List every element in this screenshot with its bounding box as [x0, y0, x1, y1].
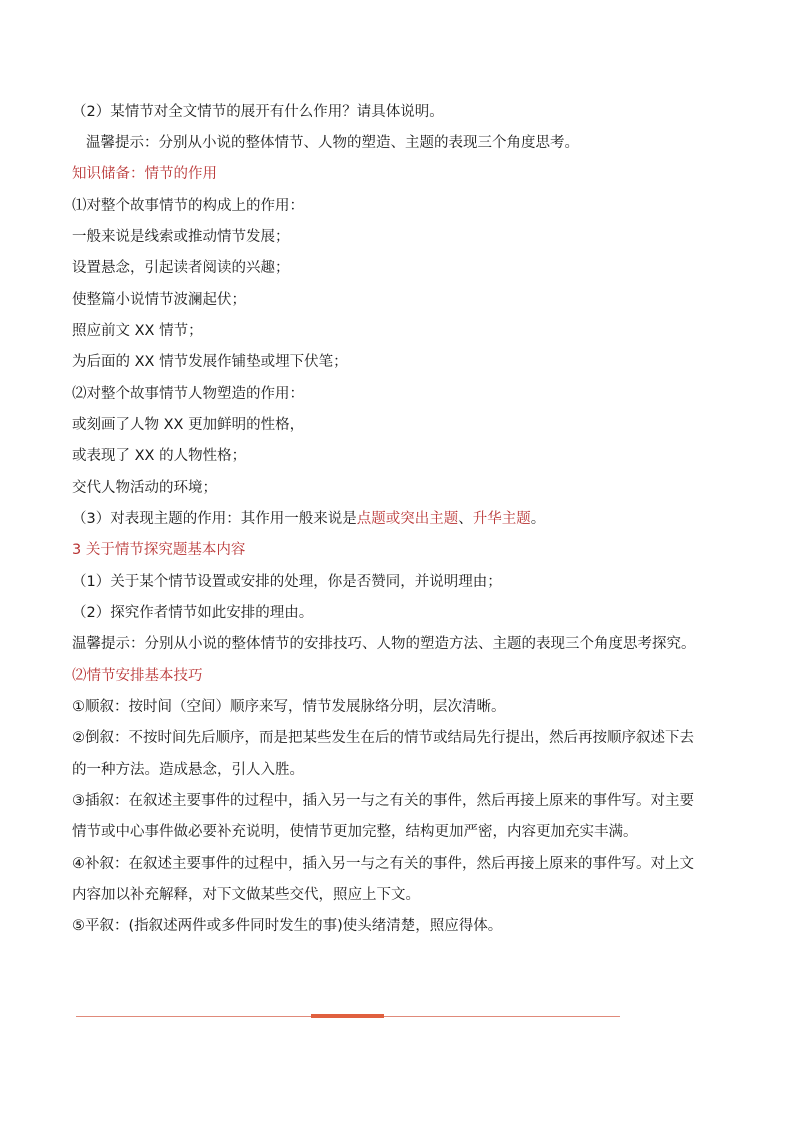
list-item: （2）探究作者情节如此安排的理由。 [72, 605, 314, 621]
question-2-heading: （2）某情节对全文情节的展开有什么作用？请具体说明。 [72, 104, 444, 120]
section-3-paragraph [72, 509, 545, 529]
technique-item: ⑤平叙：(指叙述两件或多件同时发生的事)使头绪清楚，照应得体。 [72, 918, 503, 934]
topic-3-heading: 3 关于情节探究题基本内容 [72, 542, 246, 558]
technique-item: ③插叙：在叙述主要事件的过程中，插入另一与之有关的事件，然后再接上原来的事件写。对主要 [72, 793, 694, 809]
list-item: 照应前文 XX 情节； [72, 323, 203, 339]
techniques-heading: ⑵情节安排基本技巧 [72, 668, 203, 684]
technique-item-cont: 的一种方法。造成悬念，引人入胜。 [72, 762, 304, 778]
highlight-elevate: 升华主题 [472, 511, 531, 527]
highlight-theme: 点题或突出主题 [356, 511, 459, 527]
period: 。 [530, 511, 546, 527]
section-3-text: （3）对表现主题的作用：其作用一般来说是 [72, 511, 357, 527]
tip-paragraph: 温馨提示：分别从小说的整体情节、人物的塑造、主题的表现三个角度思考。 [86, 135, 579, 151]
technique-item: ②倒叙：不按时间先后顺序，而是把某些发生在后的情节或结局先行提出，然后再按顺序叙述下去 [72, 730, 694, 746]
technique-item-cont: 情节或中心事件做必要补充说明，使情节更加完整，结构更加严密，内容更加充实丰满。 [72, 824, 638, 840]
tip-paragraph: 温馨提示：分别从小说的整体情节的安排技巧、人物的塑造方法、主题的表现三个角度思考探究。 [72, 636, 696, 652]
technique-item: ①顺叙：按时间（空间）顺序来写，情节发展脉络分明，层次清晰。 [72, 699, 506, 715]
separator: 、 [458, 511, 473, 527]
knowledge-heading: 知识储备：情节的作用 [72, 166, 217, 182]
section-1-heading: ⑴对整个故事情节的构成上的作用： [72, 198, 304, 214]
technique-item: ④补叙：在叙述主要事件的过程中，插入另一与之有关的事件，然后再接上原来的事件写。对上文 [72, 856, 694, 872]
list-item: 交代人物活动的环境； [72, 480, 217, 496]
list-item: 一般来说是线索或推动情节发展； [72, 229, 290, 245]
list-item: 或刻画了人物 XX 更加鲜明的性格， [72, 417, 305, 433]
list-item: （1）关于某个情节设置或安排的处理，你是否赞同，并说明理由； [72, 574, 502, 590]
list-item: 或表现了 XX 的人物性格； [72, 448, 247, 464]
list-item: 设置悬念，引起读者阅读的兴趣； [72, 260, 290, 276]
footer-accent-bar [311, 1014, 384, 1018]
section-2-heading: ⑵对整个故事情节人物塑造的作用： [72, 386, 304, 402]
list-item: 为后面的 XX 情节发展作铺垫或埋下伏笔； [72, 354, 348, 370]
technique-item-cont: 内容加以补充解释，对下文做某些交代，照应上下文。 [72, 887, 420, 903]
list-item: 使整篇小说情节波澜起伏； [72, 292, 246, 308]
